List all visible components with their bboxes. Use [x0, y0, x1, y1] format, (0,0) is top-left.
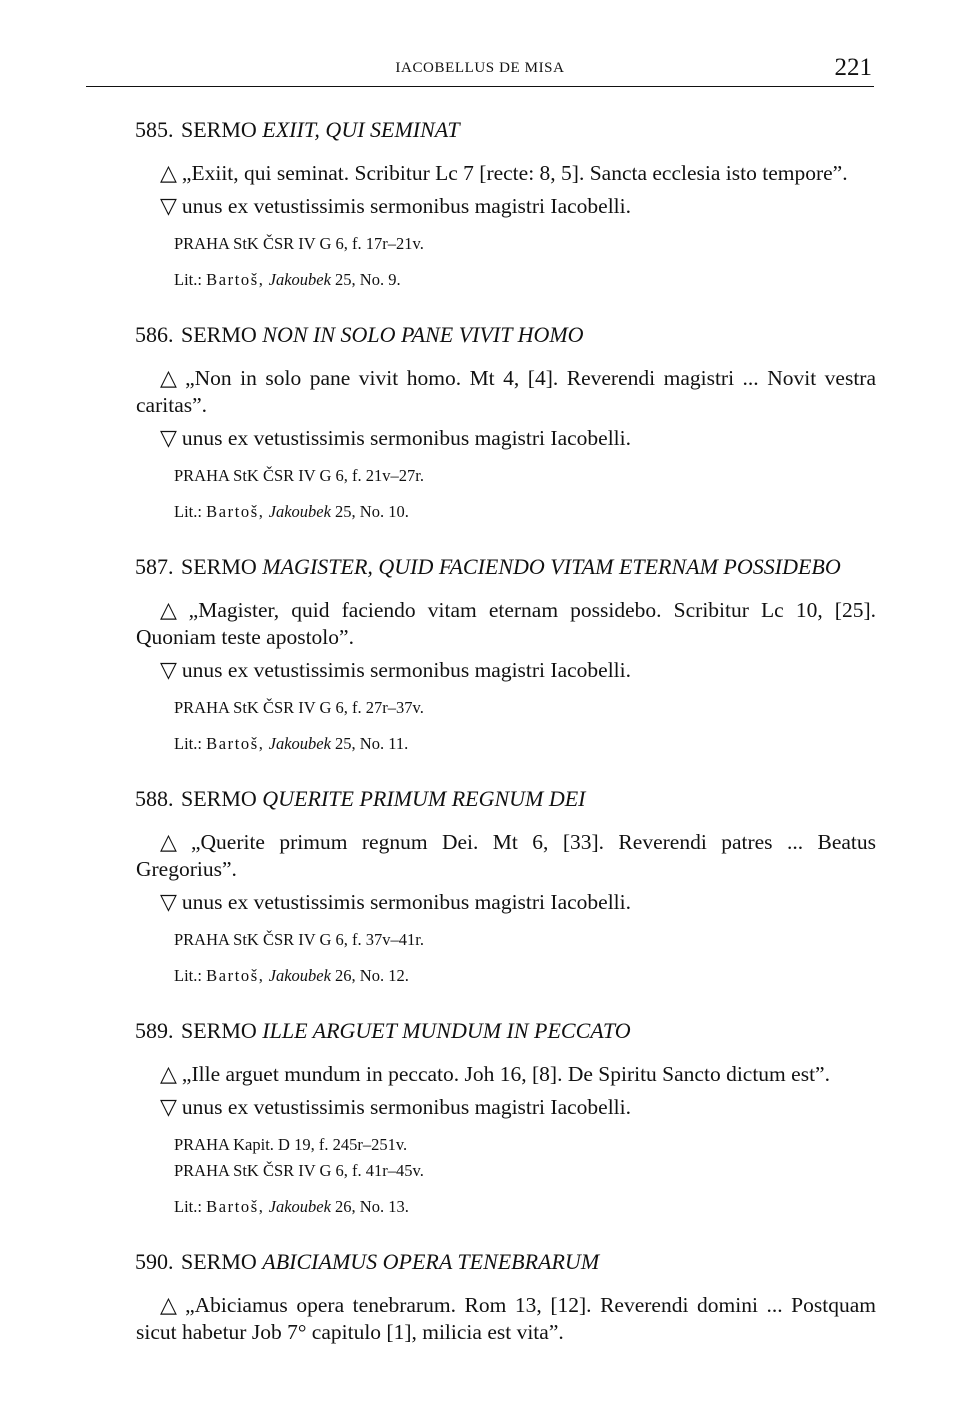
entry-588	[136, 786, 876, 988]
incipit	[136, 364, 876, 419]
manuscript-ref: PRAHA StK ČSR IV G 6, f. 17r–21v.	[174, 234, 424, 253]
literature-ref	[136, 268, 876, 292]
incipit-text: „Abiciamus opera tenebrarum. Rom 13, [12]. Reverendi domini ... Postquam sicut habetur Job 7° capitulo [1], milicia est vita”.	[136, 1293, 876, 1344]
lit-ref: 26, No. 13.	[335, 1197, 409, 1216]
entry-589	[136, 1018, 876, 1219]
triangle-down-icon: ▽	[160, 657, 177, 682]
entry-title: MAGISTER, QUID FACIENDO VITAM ETERNAM POSSIDEBO	[262, 554, 841, 579]
explicit	[136, 1093, 876, 1121]
lit-label: Lit.:	[174, 270, 202, 289]
triangle-down-icon: ▽	[160, 889, 177, 914]
explicit-text: unus ex vetustissimis sermonibus magistri Iacobelli.	[181, 658, 631, 682]
explicit-text: unus ex vetustissimis sermonibus magistri Iacobelli.	[181, 426, 631, 450]
lit-label: Lit.:	[174, 1197, 202, 1216]
triangle-up-icon: △	[160, 1292, 181, 1317]
entry-heading	[135, 322, 876, 348]
triangle-down-icon: ▽	[160, 425, 177, 450]
entry-title: EXIIT, QUI SEMINAT	[262, 117, 460, 142]
lit-work: Jakoubek	[268, 270, 331, 289]
incipit-text: „Exiit, qui seminat. Scribitur Lc 7 [recte: 8, 5]. Sancta ecclesia isto tempore”.	[181, 161, 848, 185]
running-header	[86, 56, 874, 87]
entry-number: 587.	[135, 554, 174, 579]
entry-prefix: SERMO	[181, 786, 257, 811]
incipit-text: „Non in solo pane vivit homo. Mt 4, [4]. Reverendi magistri ... Novit vestra caritas”.	[136, 366, 877, 417]
entry-number: 586.	[135, 322, 174, 347]
lit-label: Lit.:	[174, 502, 202, 521]
entry-585	[136, 117, 876, 292]
entry-heading	[135, 117, 876, 143]
manuscript-ref: PRAHA StK ČSR IV G 6, f. 41r–45v.	[174, 1161, 424, 1180]
incipit-text: „Querite primum regnum Dei. Mt 6, [33]. Reverendi patres ... Beatus Gregorius”.	[136, 830, 876, 881]
triangle-up-icon: △	[160, 597, 184, 622]
lit-author: Bartoš,	[206, 734, 265, 753]
literature-ref	[136, 1195, 876, 1219]
explicit-text: unus ex vetustissimis sermonibus magistri Iacobelli.	[181, 194, 631, 218]
lit-work: Jakoubek	[268, 734, 331, 753]
entry-prefix: SERMO	[181, 1249, 257, 1274]
catalogue-entries	[136, 117, 876, 1376]
entry-title: NON IN SOLO PANE VIVIT HOMO	[262, 322, 584, 347]
literature-ref	[136, 500, 876, 524]
manuscript-ref: PRAHA StK ČSR IV G 6, f. 21v–27r.	[174, 466, 424, 485]
incipit-text: „Magister, quid faciendo vitam eternam possidebo. Scribitur Lc 10, [25]. Quoniam teste apostolo”.	[136, 598, 877, 649]
lit-ref: 26, No. 12.	[335, 966, 409, 985]
triangle-up-icon: △	[160, 365, 181, 390]
entry-heading	[135, 786, 876, 812]
lit-author: Bartoš,	[206, 270, 265, 289]
explicit	[136, 192, 876, 220]
entry-heading	[135, 1249, 876, 1275]
entry-number: 588.	[135, 786, 174, 811]
explicit-text: unus ex vetustissimis sermonibus magistri Iacobelli.	[181, 1095, 631, 1119]
entry-number: 589.	[135, 1018, 174, 1043]
lit-author: Bartoš,	[206, 502, 265, 521]
literature-ref	[136, 732, 876, 756]
page-number: 221	[834, 54, 872, 81]
incipit-text: „Ille arguet mundum in peccato. Joh 16, [8]. De Spiritu Sancto dictum est”.	[181, 1062, 830, 1086]
entry-prefix: SERMO	[181, 117, 257, 142]
manuscript-ref: PRAHA StK ČSR IV G 6, f. 37v–41r.	[174, 930, 424, 949]
entry-prefix: SERMO	[181, 322, 257, 347]
lit-work: Jakoubek	[268, 966, 331, 985]
entry-heading	[135, 554, 876, 580]
lit-ref: 25, No. 10.	[335, 502, 409, 521]
lit-label: Lit.:	[174, 734, 202, 753]
explicit	[136, 656, 876, 684]
incipit	[136, 828, 876, 883]
explicit-text: unus ex vetustissimis sermonibus magistri Iacobelli.	[181, 890, 631, 914]
entry-prefix: SERMO	[181, 554, 257, 579]
triangle-up-icon: △	[160, 160, 177, 185]
entry-title: ABICIAMUS OPERA TENEBRARUM	[262, 1249, 600, 1274]
manuscript-ref: PRAHA StK ČSR IV G 6, f. 27r–37v.	[174, 698, 424, 717]
entry-587	[136, 554, 876, 756]
triangle-up-icon: △	[160, 1061, 177, 1086]
entry-number: 590.	[135, 1249, 174, 1274]
manuscript-ref: PRAHA Kapit. D 19, f. 245r–251v.	[174, 1135, 408, 1154]
lit-work: Jakoubek	[268, 1197, 331, 1216]
triangle-down-icon: ▽	[160, 193, 177, 218]
incipit	[136, 596, 876, 651]
explicit	[136, 424, 876, 452]
running-title: IACOBELLUS DE MISA	[395, 60, 565, 76]
lit-author: Bartoš,	[206, 966, 265, 985]
entry-number: 585.	[135, 117, 174, 142]
lit-work: Jakoubek	[268, 502, 331, 521]
incipit	[136, 1060, 876, 1088]
entry-title: QUERITE PRIMUM REGNUM DEI	[262, 786, 586, 811]
triangle-up-icon: △	[160, 829, 186, 854]
incipit	[136, 1291, 876, 1346]
triangle-down-icon: ▽	[160, 1094, 177, 1119]
entry-590	[136, 1249, 876, 1346]
incipit	[136, 159, 876, 187]
entry-prefix: SERMO	[181, 1018, 257, 1043]
explicit	[136, 888, 876, 916]
entry-heading	[135, 1018, 876, 1044]
literature-ref	[136, 964, 876, 988]
entry-title: ILLE ARGUET MUNDUM IN PECCATO	[262, 1018, 631, 1043]
lit-label: Lit.:	[174, 966, 202, 985]
entry-586	[136, 322, 876, 524]
lit-ref: 25, No. 9.	[335, 270, 401, 289]
lit-ref: 25, No. 11.	[335, 734, 409, 753]
lit-author: Bartoš,	[206, 1197, 265, 1216]
